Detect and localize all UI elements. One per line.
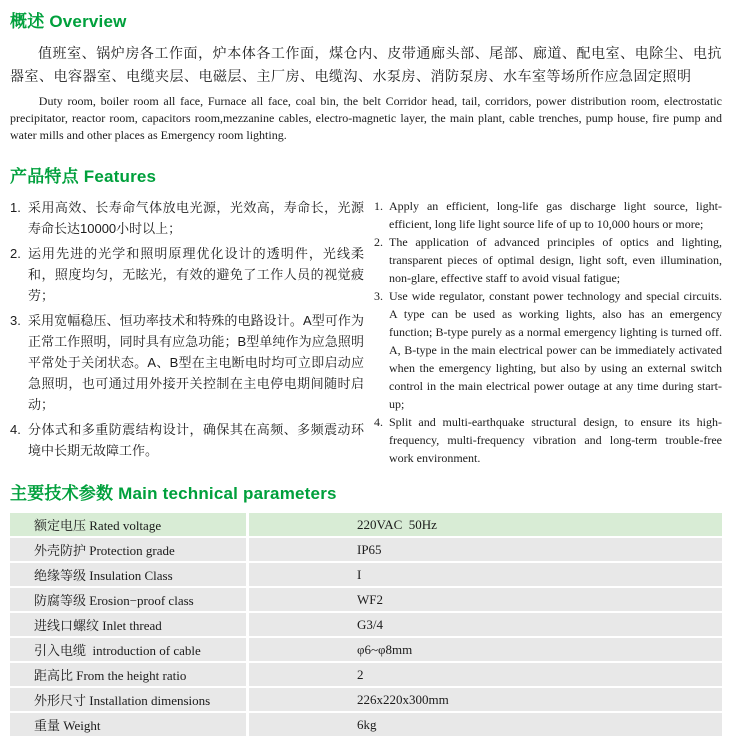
param-row bbox=[10, 513, 722, 536]
parameters-table-body bbox=[10, 513, 722, 736]
param-value: 226x220x300mm bbox=[249, 688, 722, 711]
features-heading bbox=[10, 162, 722, 187]
param-label: 外形尺寸 Installation dimensions bbox=[10, 688, 249, 711]
param-value: 220VAC 50Hz bbox=[249, 513, 722, 536]
feature-item-zh bbox=[10, 243, 364, 306]
param-row bbox=[10, 613, 722, 636]
parameters-table bbox=[10, 511, 722, 738]
param-row bbox=[10, 563, 722, 586]
param-row bbox=[10, 538, 722, 561]
feature-item-zh bbox=[10, 197, 364, 239]
param-value: I bbox=[249, 563, 722, 586]
features-section bbox=[10, 162, 722, 467]
feature-item-zh-text: 采用高效、长寿命气体放电光源，光效高，寿命长，光源寿命长达10000小时以上； bbox=[28, 200, 364, 236]
param-value: 6kg bbox=[249, 713, 722, 736]
feature-item-zh-number: 3. bbox=[10, 313, 21, 328]
feature-item-en-number: 2. bbox=[374, 235, 383, 249]
param-row bbox=[10, 588, 722, 611]
feature-item-zh-text: 分体式和多重防震结构设计，确保其在高频、多频震动环境中长期无故障工作。 bbox=[28, 422, 364, 458]
overview-heading-en: Overview bbox=[49, 12, 127, 31]
param-label: 引入电缆 introduction of cable bbox=[10, 638, 249, 661]
param-value: WF2 bbox=[249, 588, 722, 611]
overview-heading bbox=[10, 7, 722, 32]
features-list-zh bbox=[10, 197, 364, 467]
feature-item-zh-text: 运用先进的光学和照明原理优化设计的透明件，光线柔和，照度均匀，无眩光，有效的避免了工作人员的视觉疲劳； bbox=[28, 246, 364, 303]
features-columns bbox=[10, 197, 722, 467]
feature-item-en-text: Split and multi-earthquake structural design, to ensure its high-frequency, multi-frequency vibration and long-term trouble-free work environment. bbox=[389, 415, 722, 465]
param-label: 绝缘等级 Insulation Class bbox=[10, 563, 249, 586]
param-label: 距高比 From the height ratio bbox=[10, 663, 249, 686]
feature-item-zh bbox=[10, 419, 364, 461]
features-heading-en: Features bbox=[83, 167, 157, 186]
feature-item-zh-number: 1. bbox=[10, 200, 21, 215]
feature-item-en bbox=[374, 413, 722, 467]
features-heading-zh: 产品特点 bbox=[10, 167, 79, 186]
param-label: 额定电压 Rated voltage bbox=[10, 513, 249, 536]
param-row bbox=[10, 663, 722, 686]
feature-item-en-text: Apply an efficient, long-life gas discharge light source, light-efficient, long life light source life of up to 10,000 hours or more; bbox=[389, 199, 722, 231]
param-value: IP65 bbox=[249, 538, 722, 561]
param-label: 防腐等级 Erosion−proof class bbox=[10, 588, 249, 611]
param-row bbox=[10, 638, 722, 661]
param-value: G3/4 bbox=[249, 613, 722, 636]
param-row bbox=[10, 688, 722, 711]
param-label: 重量 Weight bbox=[10, 713, 249, 736]
feature-item-en-number: 3. bbox=[374, 289, 383, 303]
feature-item-zh-text: 采用宽幅稳压、恒功率技术和特殊的电路设计。A型可作为正常工作照明，同时具有应急功能；B型单纯作为应急照明平常处于关闭状态。A、B型在主电断电时均可立即启动应急照明，也可通过用外接开关控制在主电停电期间随时启动； bbox=[28, 313, 364, 412]
feature-item-zh bbox=[10, 310, 364, 415]
param-row bbox=[10, 713, 722, 736]
feature-item-en-number: 4. bbox=[374, 415, 383, 429]
param-value: 2 bbox=[249, 663, 722, 686]
parameters-section bbox=[10, 479, 722, 738]
feature-item-en-text: The application of advanced principles of optics and lighting, transparent pieces of optimal design, light soft, even illumination, non-glare, effective staff to avoid visual fatigue; bbox=[389, 235, 722, 285]
features-list-en bbox=[374, 197, 722, 467]
feature-item-en-number: 1. bbox=[374, 199, 383, 213]
parameters-heading bbox=[10, 479, 722, 504]
overview-paragraph-en: Duty room, boiler room all face, Furnace all face, coal bin, the belt Corridor head, tail, corridors, power distribution room, electrostatic precipitator, reactor room, capacitors room,mezzanine cables, electro-magnetic layer, the main plant, cable trenches, pump house, fire pump and water mills and other places as Emergency room lighting. bbox=[10, 94, 722, 142]
feature-item-en bbox=[374, 287, 722, 413]
overview-heading-zh: 概述 bbox=[10, 12, 45, 31]
param-label: 外壳防护 Protection grade bbox=[10, 538, 249, 561]
parameters-heading-zh: 主要技术参数 bbox=[10, 484, 114, 503]
feature-item-en bbox=[374, 233, 722, 287]
feature-item-en bbox=[374, 197, 722, 233]
parameters-heading-en: Main technical parameters bbox=[118, 484, 337, 503]
overview-section bbox=[10, 7, 722, 144]
feature-item-en-text: Use wide regulator, constant power technology and special circuits. A type can be used as working lights, also has an emergency function; B-type purely as a normal emergency lighting is turned off. A, B-type in the main electrical power can be immediately activated when the emergency lighting, but also by using an external switch control in the main electrical power outage at any time during start-up; bbox=[389, 289, 722, 411]
param-label: 进线口螺纹 Inlet thread bbox=[10, 613, 249, 636]
param-value: φ6~φ8mm bbox=[249, 638, 722, 661]
feature-item-zh-number: 2. bbox=[10, 246, 21, 261]
overview-paragraph-zh: 值班室、锅炉房各工作面，炉本体各工作面，煤仓内、皮带通廊头部、尾部、廊道、配电室、电除尘、电抗器室、电容器室、电缆夹层、电磁层、主厂房、电缆沟、水泵房、消防泵房、水车室等场所作应急固定照明 bbox=[10, 45, 722, 84]
feature-item-zh-number: 4. bbox=[10, 422, 21, 437]
